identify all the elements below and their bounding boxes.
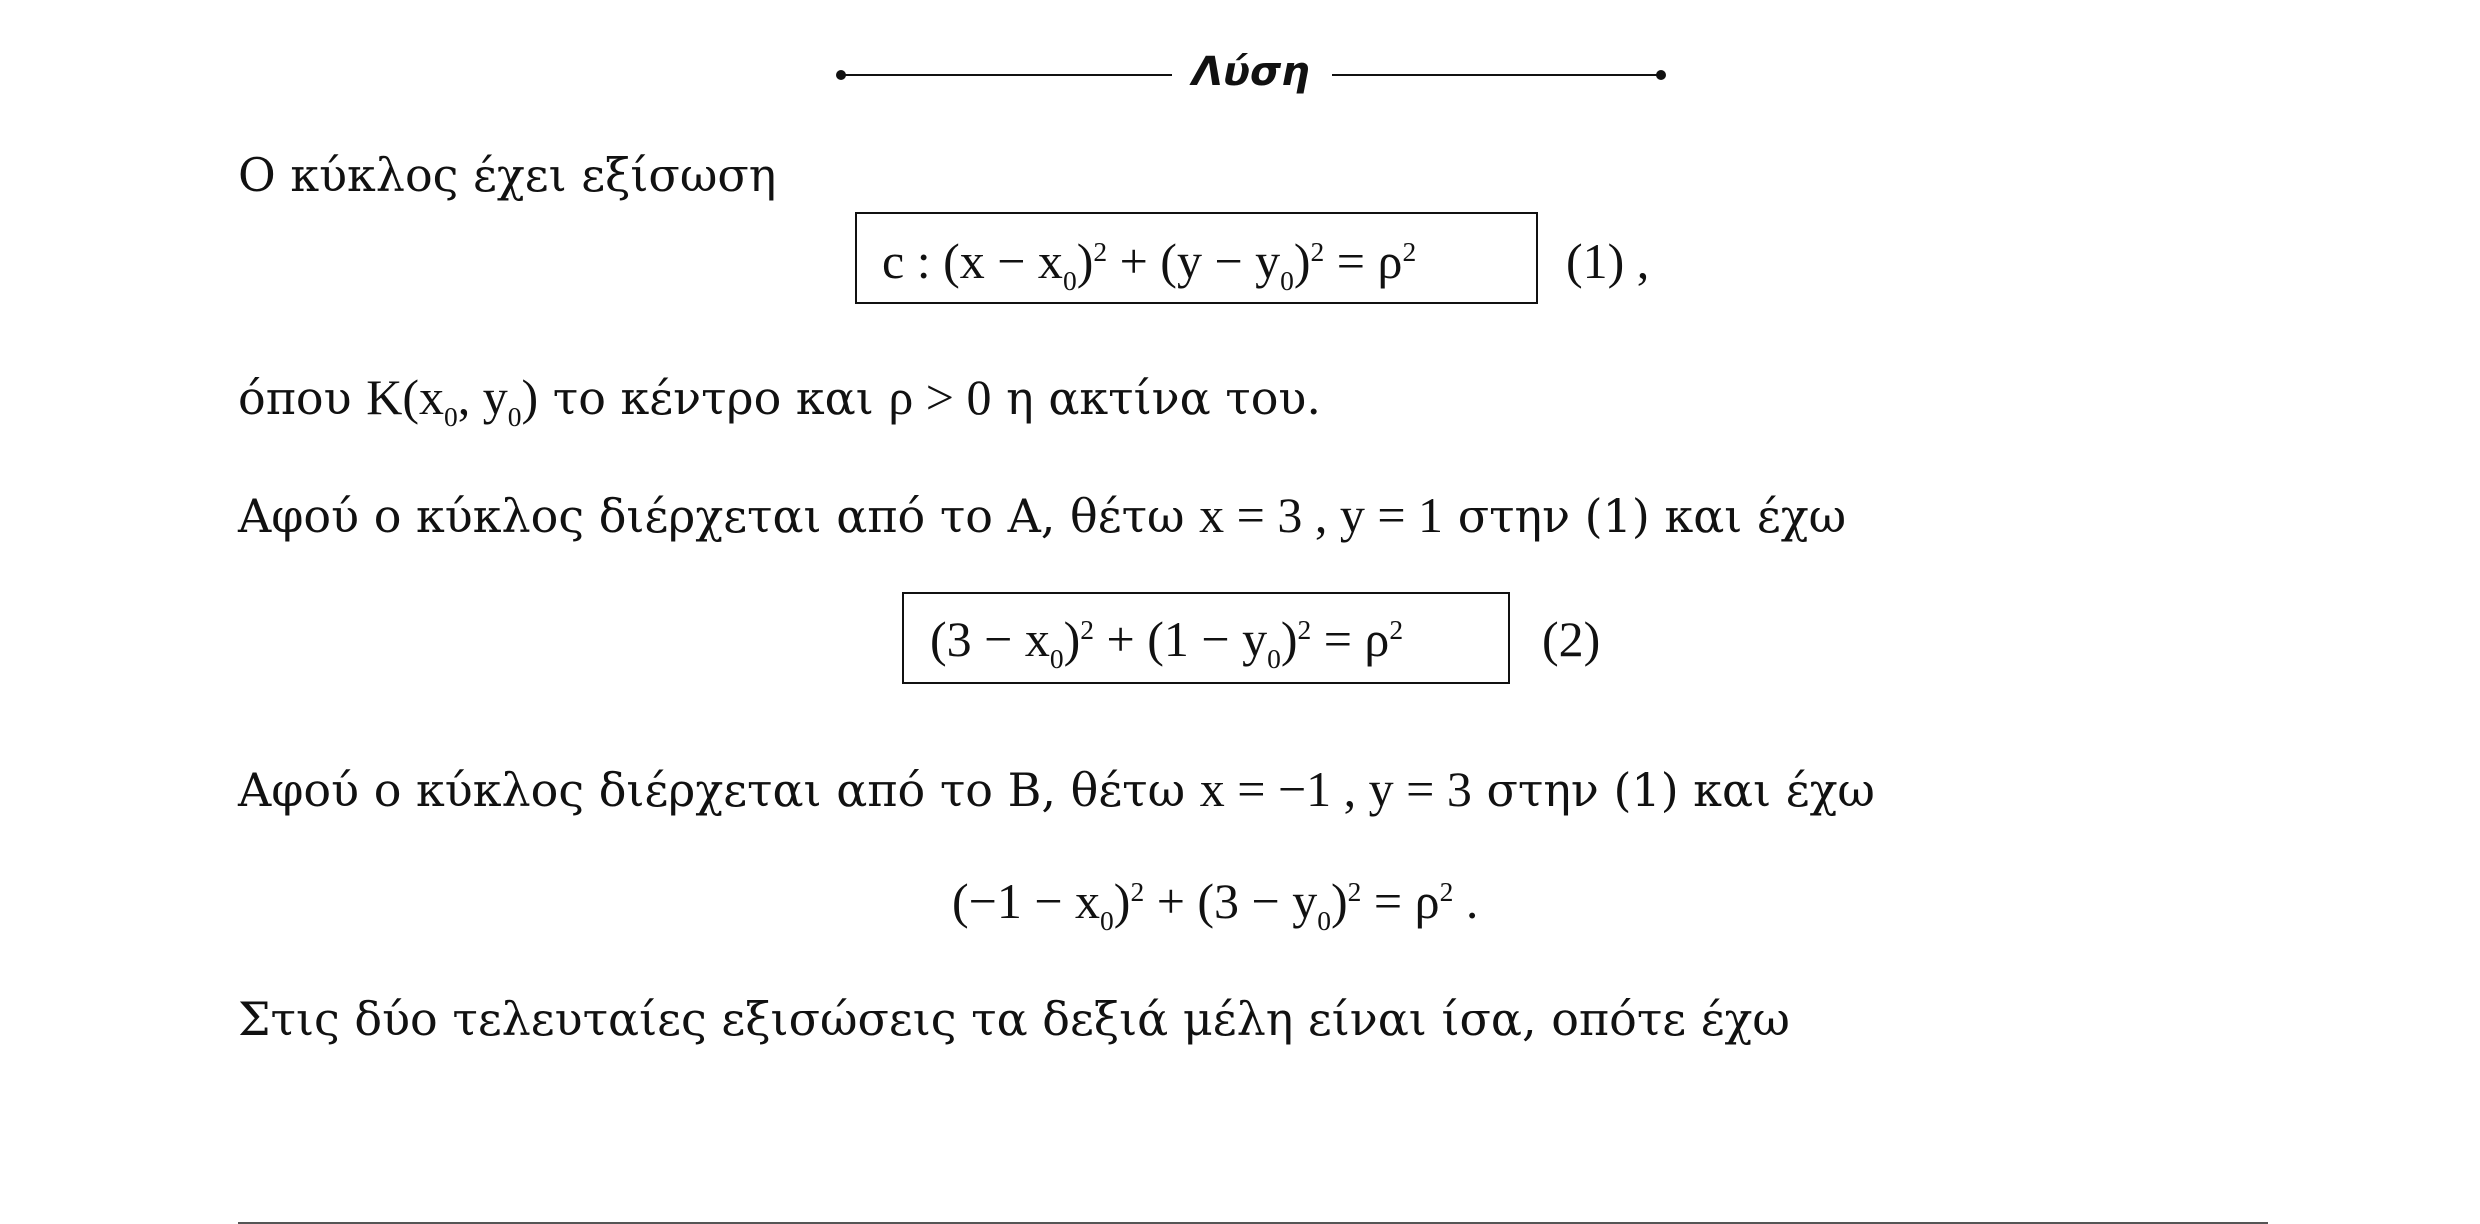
point-a-substitution: x = 3 , y = 1: [1199, 487, 1444, 543]
equation-2-label: (2): [1542, 611, 1601, 667]
center-point-math: $K(x_0$, $y_0$): [366, 369, 539, 432]
line-2-part-c: η ακτίνα του.: [1006, 371, 1321, 425]
heading-title: Λύση: [1192, 49, 1310, 95]
line-2-part-b: το κέντρο και: [552, 371, 874, 425]
radius-condition-math: ρ > 0: [888, 369, 992, 425]
paragraph-line-2: [238, 369, 1321, 432]
line-3-part-a: Αφού ο κύκλος διέρχεται από το Α, θέτω: [238, 489, 1185, 543]
heading-right-line: [1332, 74, 1660, 76]
heading-left-line: [840, 74, 1172, 76]
paragraph-line-5: Στις δύο τελευταίες εξισώσεις τα δεξιά μέλη είναι ίσα, οπότε έχω: [238, 992, 1790, 1046]
heading-right-dot: [1656, 70, 1666, 80]
equation-2: $(3 - x_0)^2 + (1 - y_0)^2 = \rho^2$: [930, 611, 1404, 674]
equation-1: c : $(x - x_0)^2 + (y - y_0)^2 = \rho^2$: [882, 233, 1417, 296]
point-b-substitution: x = −1 , y = 3: [1199, 761, 1472, 817]
line-4-part-a: Αφού ο κύκλος διέρχεται από το Β, θέτω: [238, 763, 1186, 817]
line-4-part-b: στην (1) και έχω: [1486, 763, 1875, 817]
line-2-part-a: όπου: [238, 371, 352, 425]
equation-1-label: (1) ,: [1566, 233, 1650, 289]
line-3-part-b: στην (1) και έχω: [1457, 489, 1847, 543]
paragraph-line-1: Ο κύκλος έχει εξίσωση: [238, 148, 777, 202]
equation-3: $(-1 - x_0)^2 + (3 - y_0)^2 = \rho^2$ .: [952, 873, 1479, 936]
paragraph-line-3: [238, 487, 1847, 543]
paragraph-line-4: [238, 761, 1875, 817]
